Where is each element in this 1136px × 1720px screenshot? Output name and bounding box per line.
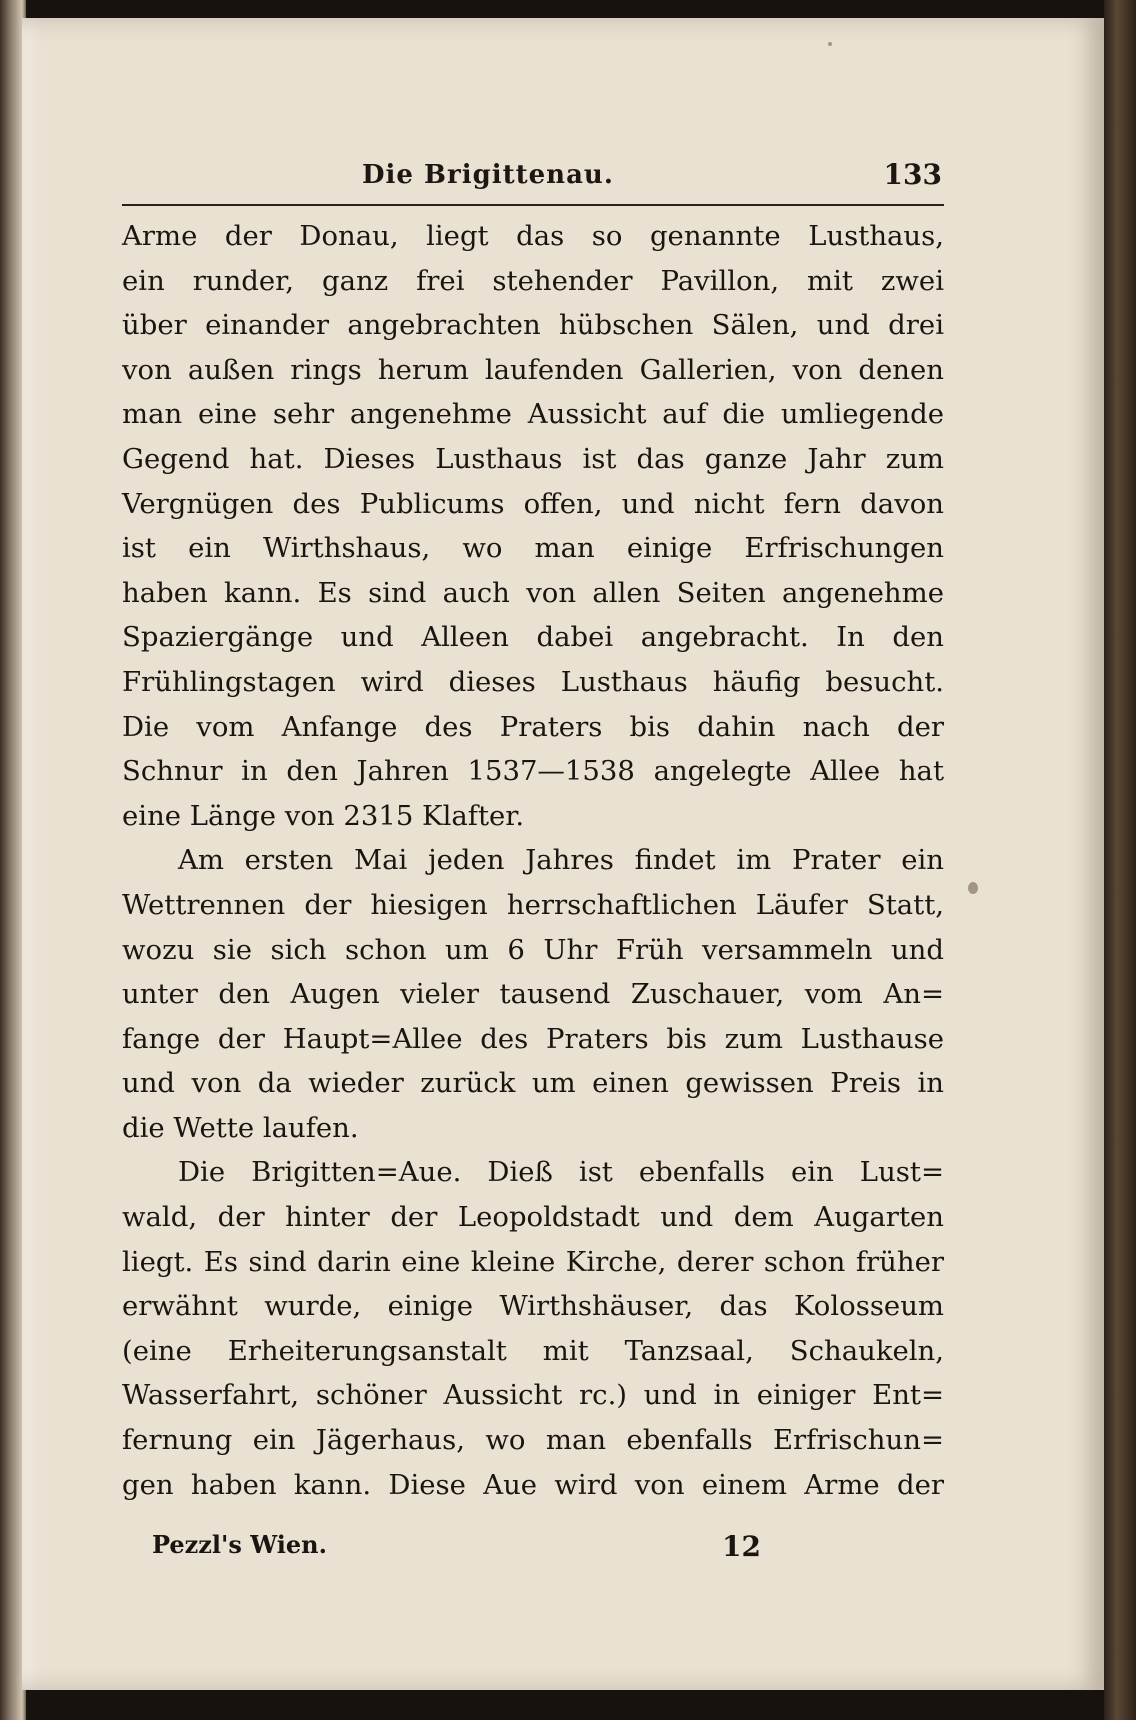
text-line: Spaziergänge und Alleen dabei angebracht. In den	[122, 621, 944, 654]
text-line: gen haben kann. Diese Aue wird von einem Arme der	[122, 1468, 944, 1501]
text-line: Schnur in den Jahren 1537—1538 angelegte Allee hat	[122, 755, 944, 788]
text-line: ist ein Wirthshaus, wo man einige Erfrischungen	[122, 532, 944, 565]
text-line: fernung ein Jägerhaus, wo man ebenfalls Erfrischun=	[122, 1424, 944, 1457]
text-line: eine Länge von 2315 Klafter.	[122, 799, 525, 832]
text-line: wald, der hinter der Leopoldstadt und dem Augarten	[122, 1201, 944, 1234]
text-line: (eine Erheiterungsanstalt mit Tanzsaal, Schaukeln,	[122, 1334, 944, 1367]
text-line: Vergnügen des Publicums offen, und nicht fern davon	[122, 487, 944, 520]
text-line: haben kann. Es sind auch von allen Seiten angenehme	[122, 576, 944, 609]
gathering-number: 12	[722, 1530, 761, 1563]
page-footer	[122, 1530, 944, 1574]
text-line: von außen rings herum laufenden Gallerien, von denen	[122, 353, 944, 386]
text-line: Die Brigitten=Aue. Dieß ist ebenfalls ein Lust=	[178, 1156, 944, 1189]
footer-signature: Pezzl's Wien.	[152, 1530, 327, 1559]
text-line: unter den Augen vieler tausend Zuschauer, vom An=	[122, 978, 944, 1011]
text-line: Wettrennen der hiesigen herrschaftlichen Läufer Statt,	[122, 888, 944, 921]
paper-spot	[968, 882, 978, 894]
running-title: Die Brigittenau.	[362, 160, 614, 190]
page-header	[122, 158, 942, 198]
text-line: liegt. Es sind darin eine kleine Kirche, derer schon früher	[122, 1245, 944, 1278]
text-line: fange der Haupt=Allee des Praters bis zum Lusthause	[122, 1022, 944, 1055]
text-line: und von da wieder zurück um einen gewissen Preis in	[122, 1067, 944, 1100]
right-binding-edge	[1104, 0, 1136, 1720]
book-page	[22, 18, 1104, 1690]
text-line: Arme der Donau, liegt das so genannte Lusthaus,	[122, 220, 944, 252]
body-text	[122, 214, 944, 1507]
text-line: Am ersten Mai jeden Jahres findet im Prater ein	[178, 844, 944, 877]
header-rule	[122, 204, 944, 206]
text-line: ein runder, ganz frei stehender Pavillon, mit zwei	[122, 264, 944, 297]
text-line: die Wette laufen.	[122, 1111, 359, 1144]
text-line: Die vom Anfange des Praters bis dahin nach der	[122, 710, 944, 743]
text-line: erwähnt wurde, einige Wirthshäuser, das Kolosseum	[122, 1290, 944, 1323]
text-line: Frühlingstagen wird dieses Lusthaus häufig besucht.	[122, 665, 944, 698]
text-line: Gegend hat. Dieses Lusthaus ist das ganze Jahr zum	[122, 442, 944, 475]
text-line: über einander angebrachten hübschen Sälen, und drei	[122, 309, 944, 342]
text-line: Wasserfahrt, schöner Aussicht rc.) und in einiger Ent=	[122, 1379, 944, 1412]
paper-spot	[828, 42, 832, 46]
text-line: wozu sie sich schon um 6 Uhr Früh versammeln und	[122, 933, 944, 966]
text-line: man eine sehr angenehme Aussicht auf die umliegende	[122, 398, 944, 431]
page-number: 133	[883, 158, 942, 191]
